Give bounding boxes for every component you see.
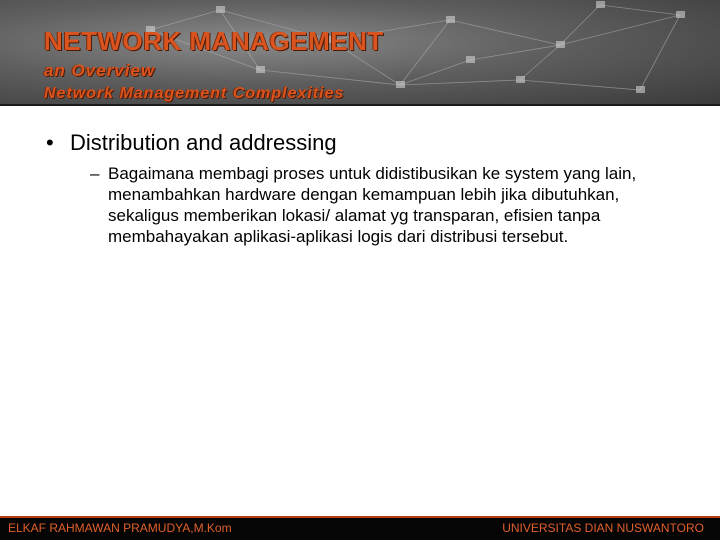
sub-bullet-marker: – <box>90 164 100 183</box>
slide-section-title: Network Management Complexities <box>44 85 345 102</box>
slide-title: NETWORK MANAGEMENT <box>44 26 384 56</box>
footer-divider <box>0 516 720 518</box>
bullet-text: Distribution and addressing <box>70 130 337 155</box>
slide-body <box>0 106 720 516</box>
footer-institution: UNIVERSITAS DIAN NUSWANTORO <box>502 521 704 535</box>
bullet-marker: • <box>46 130 54 155</box>
sub-bullet-text: Bagaimana membagi proses untuk didistibusikan ke system yang lain, menambahkan hardware dengan kemampuan lebih jika dibutuhkan, sekaligus memberikan lokasi/ alamat yg transparan, efisien tanpa membahayakan aplikasi-aplikasi logis dari distribusi tersebut. <box>108 164 637 246</box>
bullet-item <box>46 130 337 156</box>
slide-subtitle: an Overview <box>44 61 156 80</box>
header-banner <box>0 0 720 105</box>
footer-author: ELKAF RAHMAWAN PRAMUDYA,M.Kom <box>8 521 232 535</box>
footer-bar <box>0 516 720 540</box>
